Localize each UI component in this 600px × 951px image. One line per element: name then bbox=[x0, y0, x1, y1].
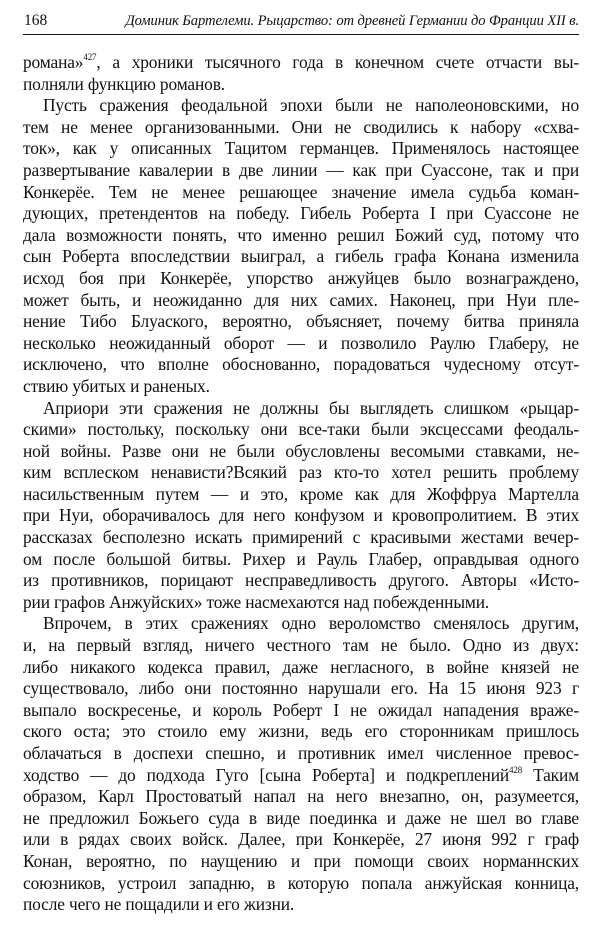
line-text: сын Роберта впоследствии выиграл, а гибель графа Конана изменила bbox=[23, 246, 579, 267]
text-line bbox=[23, 527, 579, 549]
text-line bbox=[23, 765, 579, 787]
line-text: дала возможности понять, что именно решил Божий суд, потому что bbox=[23, 224, 579, 245]
line-text: ким всплеском ненависти?Всякий раз кто-то хотел решить проблему bbox=[23, 462, 579, 483]
line-text: либо никакого кодекса правил, даже негласного, в войне князей не bbox=[23, 656, 579, 677]
line-text: может быть, и неожиданно для них самих. Наконец, при Нуи пле- bbox=[23, 289, 579, 310]
line-text: несколько неожиданный оборот — и позволило Раулю Глаберу, не bbox=[23, 332, 579, 353]
line-text: ствию убитых и раненых. bbox=[23, 375, 210, 396]
text-line bbox=[23, 635, 579, 657]
text-line bbox=[23, 570, 579, 592]
line-text: ной войны. Разве они не были обусловлены весомыми ставками, не- bbox=[23, 440, 579, 461]
line-text: развертывание кавалерии в две линии — как при Суассоне, так и при bbox=[23, 159, 579, 180]
line-text: или в рядах своих войск. Далее, при Конкерёе, 27 июня 992 г граф bbox=[23, 829, 579, 850]
text-line bbox=[23, 52, 579, 74]
line-text: Конан, вероятно, по наущению и при помощи своих норманнских bbox=[23, 850, 579, 871]
running-head bbox=[23, 10, 579, 35]
line-text: тем не менее организованными. Они не сводились к набору «схва- bbox=[23, 116, 579, 137]
text-line bbox=[23, 851, 579, 873]
text-line bbox=[23, 484, 579, 506]
line-text: дующих, претендентов на победу. Гибель Роберта I при Суассоне не bbox=[23, 203, 579, 224]
text-line bbox=[23, 700, 579, 722]
line-text: Конкерёе. Тем не менее решающее значение имела судьба коман- bbox=[23, 181, 579, 202]
line-text: скими» постольку, поскольку они все-таки были эксцессами феодаль- bbox=[23, 419, 579, 440]
text-line bbox=[23, 354, 579, 376]
text-line bbox=[23, 290, 579, 312]
text-line bbox=[23, 829, 579, 851]
text-line bbox=[23, 592, 579, 614]
line-text: ток», как у описанных Тацитом германцев. Применялось настоящее bbox=[23, 138, 579, 159]
text-line bbox=[23, 873, 579, 895]
body-text bbox=[23, 52, 579, 916]
line-text: при Нуи, оборачивалось для него конфузом и кровопролитием. В этих bbox=[23, 505, 579, 526]
page-number: 168 bbox=[24, 12, 48, 29]
book-page bbox=[23, 0, 579, 951]
line-text: союзников, устроил западню, в которую попала анжуйская конница, bbox=[23, 872, 579, 893]
line-text: исключено, что вполне обоснованно, порадоваться чудесному отсут- bbox=[23, 354, 579, 375]
text-line bbox=[23, 246, 579, 268]
text-line bbox=[23, 721, 579, 743]
line-text: рассказах бесполезно искать примирений с красивыми жестами вечер- bbox=[23, 527, 579, 548]
line-text: насильственным путем — и это, кроме как для Жоффруа Мартелла bbox=[23, 483, 579, 504]
line-text: романа» bbox=[23, 52, 84, 72]
text-line bbox=[23, 182, 579, 204]
text-line bbox=[23, 808, 579, 830]
text-line bbox=[23, 549, 579, 571]
text-line bbox=[23, 613, 579, 635]
text-line bbox=[23, 398, 579, 420]
line-text-continued: Таким bbox=[522, 764, 579, 785]
text-line bbox=[23, 786, 579, 808]
text-line bbox=[23, 462, 579, 484]
line-text: Априори эти сражения не должны бы выглядеть слишком «рыцар- bbox=[43, 397, 579, 418]
line-text: Впрочем, в этих сражениях одно вероломство сменялось другим, bbox=[43, 613, 579, 634]
line-text: исход боя при Конкерёе, упорство анжуйцев было вознаграждено, bbox=[23, 267, 579, 288]
line-text: существовало, либо они постоянно нарушали его. На 15 июня 923 г bbox=[23, 678, 579, 699]
line-text: после чего не пощадили и его жизни. bbox=[23, 894, 295, 915]
footnote-ref: 428 bbox=[509, 764, 523, 775]
line-text: выпало воскресенье, и король Роберт I не ожидал нападения враже- bbox=[23, 699, 579, 720]
text-line bbox=[23, 138, 579, 160]
text-line bbox=[23, 95, 579, 117]
line-text: и, на первый взгляд, ничего честного там не было. Одно из двух: bbox=[23, 635, 579, 656]
text-line bbox=[23, 894, 579, 916]
text-line bbox=[23, 657, 579, 679]
text-line bbox=[23, 117, 579, 139]
line-text: не предложил Божьего суда в виде поединка и даже не шел во главе bbox=[23, 807, 579, 828]
line-text: Пусть сражения феодальной эпохи были не наполеоновскими, но bbox=[43, 95, 579, 116]
line-text: полняли функцию романов. bbox=[23, 73, 225, 94]
text-line bbox=[23, 743, 579, 765]
text-line bbox=[23, 74, 579, 96]
line-text: ходство — до подхода Гуго [сына Роберта] и подкреплений bbox=[23, 764, 510, 785]
line-text: из противников, порицают несправедливость другого. Авторы «Исто- bbox=[23, 570, 579, 591]
text-line bbox=[23, 441, 579, 463]
line-text: рии графов Анжуйских» тоже насмехаются над побежденными. bbox=[23, 591, 490, 612]
running-title: Доминик Бартелеми. Рыцарство: от древней Германии до Франции XII в. bbox=[125, 13, 579, 29]
line-text: ского оста; это стоило ему жизни, ведь его сторонникам пришлось bbox=[23, 721, 579, 742]
text-line bbox=[23, 203, 579, 225]
line-text: образом, Карл Простоватый напал на него внезапно, он, разумеется, bbox=[23, 786, 579, 807]
line-text: нение Тибо Блуаского, вероятно, объясняет, почему битва приняла bbox=[23, 311, 579, 332]
text-line bbox=[23, 268, 579, 290]
line-text: ом после большой битвы. Рихер и Рауль Глабер, оправдывая одного bbox=[23, 548, 579, 569]
line-text: облачаться в доспехи спешно, и противник имел численное превос- bbox=[23, 743, 579, 763]
text-line bbox=[23, 160, 579, 182]
text-line bbox=[23, 678, 579, 700]
text-line bbox=[23, 225, 579, 247]
line-text-continued: , а хроники тысячного года в конечном счете отчасти вы- bbox=[96, 52, 579, 72]
text-line bbox=[23, 311, 579, 333]
text-line bbox=[23, 505, 579, 527]
text-line bbox=[23, 333, 579, 355]
footnote-ref: 427 bbox=[83, 52, 97, 62]
text-line bbox=[23, 419, 579, 441]
text-line bbox=[23, 376, 579, 398]
